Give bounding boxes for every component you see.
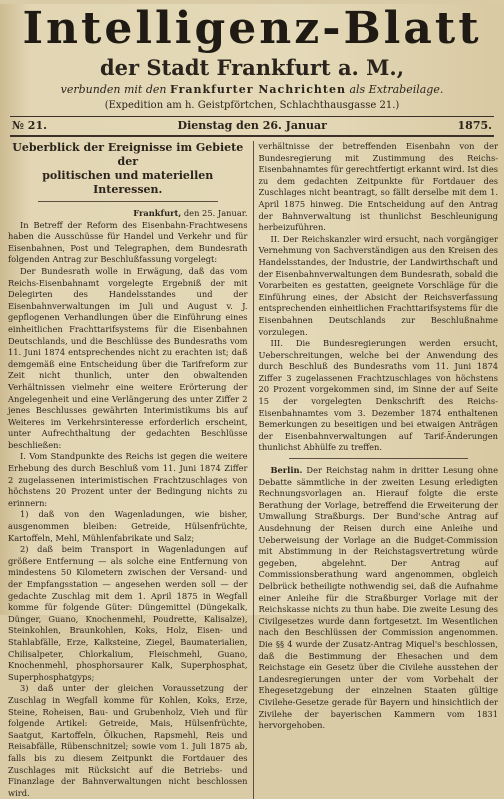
article-headline bbox=[8, 141, 248, 197]
expedition-line: (Expedition am h. Geistpförtchen, Schlachthausgasse 21.) bbox=[104, 100, 400, 111]
place-name: Frankfurt, bbox=[133, 208, 182, 218]
with-text: verbunden mit den bbox=[60, 83, 167, 96]
paragraph: III. Die Bundesregierungen werden ersucht, Ueberschreitungen, welche bei der Anwendung des durch Beschluß des Bundesraths vom 11. Juni 1874 Ziffer 3 zugelassenen Frachtzuschlages von höchstens 20 Prozent vorgekommen sind, im Sinne der auf Seite 15 der vorgelegten Denkschrift des Reichs-Eisenbahnamtes vom 3. Dezember 1874 enthaltenen Bemerkungen zu beseitigen und bei etwaigen Anträgen der Eisenbahnverwaltungen auf Tarif-Änderungen thunlichst Abhülfe zu treffen. bbox=[258, 338, 498, 453]
section-separator bbox=[289, 458, 469, 459]
paragraph: 2) daß beim Transport in Wagenladungen auf größere Entfernung — als solche eine Entfernung von mindestens 50 Kilometern zwischen der Versand- und der Empfangsstation — angesehen werden soll — der gedachte Zuschlag mit dem 1. April 1875 in Wegfall komme für folgende Güter: Düngemittel (Düngekalk, Dünger, Guano, Knochenmehl, Poudrette, Kalisalze), Steinkohlen, Braunkohlen, Koks, Holz, Eisen- und Stahlabfälle, Erze, Kalksteine, Ziegel, Baumaterialien, Chilisalpeter, Chlorkalium, Fleischmehl, Guano, Knochenmehl, phosphorsaurer Kalk, Superphosphat, Superphosphatgyps; bbox=[8, 544, 248, 682]
berlin-paragraph bbox=[259, 465, 499, 732]
supplement-text: als Extrabeilage. bbox=[349, 83, 444, 96]
masthead bbox=[0, 4, 504, 113]
paper-subtitle: der Stadt Frankfurt a. M., bbox=[99, 55, 405, 80]
issue-date: Dienstag den 26. Januar bbox=[177, 119, 327, 132]
paragraph: 3) daß unter der gleichen Voraussetzung der Zuschlag in Wegfall komme für Kohlen, Koks, Erze, Steine, Roheisen, Bau- und Grubenholz, Vieh und für folgende Artikel: Getreide, Mais, Hülsenfrüchte, Saatgut, Kartoffeln, Ölkuchen, Rapsmehl, Reis und Reisabfälle, Rübenschnitzel; sowie vom 1. Juli 1875 ab, falls bis zu diesem Zeitpunkt die Fortdauer des Zuschlages mit Rücksicht auf die Betriebs- und Finanzlage der Bahnverwaltungen nicht beschlossen wird. bbox=[8, 683, 248, 798]
place-date: den 25. Januar. bbox=[183, 208, 248, 218]
article-columns bbox=[0, 137, 504, 799]
paragraph-text: Der Reichstag nahm in dritter Lesung ohne Debatte sämmtliche in der zweiten Lesung erledigten Rechnungsvorlagen an. Hierauf folgte die erste Berathung der Vorlage, betreffend die Erweiterung der Umwallung Straßburgs. Der Bund'sche Antrag auf Ausdehnung der Reisen durch eine Anleihe und Ueberweisung der Vorlage an die Budget-Commission mit Abstimmung in der Reichstagsvertretung würde gegeben, abgelehnt. Der Antrag auf Commissionsberathung ward angenommen, obgleich Delbrück betheiligte nothwendig sei, daß die Aufnahme einer Anleihe für die Straßburger Vorlage mit der Reichskasse nichts zu thun habe. Die zweite Lesung des Civilgesetzes wurde dann fortgesetzt. Im Wesentlichen nach den Beschlüssen der Commission angenommen. Die §§ 4 wurde der Zusatz-Antrag Miquel's beschlossen, daß die Bestimmung der Ehesachen und dem Reichstage ein Gesetz über die Civilehe ausstehen der Landesregierungen unter der vom Vorbehalt der Ehegesetzgebung der einzelnen Staaten gültige Civilehe-Gesetze gerade für Bayern und hinsichtlich der Zivilehe der bayerischen Kammern vom 1831 hervorgehoben. bbox=[258, 465, 498, 731]
issue-number: № 21. bbox=[12, 119, 47, 132]
affiliation-line bbox=[0, 82, 504, 97]
place-name: Berlin. bbox=[270, 465, 303, 476]
dateline bbox=[0, 117, 504, 135]
newspaper-page bbox=[0, 3, 504, 798]
headline-separator bbox=[38, 201, 218, 202]
paragraph: Der Bundesrath wolle in Erwägung, daß das vom Reichs-Eisenbahnamt vorgelegte Ergebniß der mit Delegirten des Handelsstandes und der Eisenbahnverwaltungen im Juli und August v. J. gepflogenen Verhandlungen über die Einführung eines einheitlichen Frachttarifsystems für die Eisenbahnen Deutschlands, und die Beschlüsse des Bundesraths vom 11. Juni 1874 entsprechendes nicht zu erachten ist; daß demgemäß eine Entscheidung über die Tarifreform zur Zeit nicht thunlich, unter den obwaltenden Verhältnissen vielmehr eine weitere Erörterung der Angelegenheit und eine Verlängerung des unter Ziffer 2 jenes Beschlusses gewährten Interimistikums bis auf Weiteres im Verkehrsinteresse erforderlich erscheint, unter Aufrechthaltung der gedachten Beschlüsse beschließen: bbox=[8, 265, 248, 450]
affiliated-paper-name: Frankfurter Nachrichten bbox=[169, 83, 346, 96]
issue-year: 1875. bbox=[457, 119, 492, 132]
right-column bbox=[254, 141, 499, 799]
paragraph: verhältnisse der betreffenden Eisenbahn von der Bundesregierung mit Zustimmung des Reichs-Eisenbahnamtes für gerechtfertigt erkannt wird. Ist dies zu dem gedachten Zeitpunkte für Fortdauer des Zuschlages nicht beantragt, so fällt derselbe mit dem 1. April 1875 hinweg. Die Entscheidung auf den Antrag der Bahnverwaltung ist thunlichst Beschleunigung herbeizuführen. bbox=[258, 141, 498, 233]
paragraph: II. Der Reichskanzler wird ersucht, nach vorgängiger Vernehmung von Sachverständigen aus den Kreisen des Handelsstandes, der Industrie, der Landwirthschaft und der Eisenbahnverwaltungen dem Bundesrath, sobald die Vorarbeiten es gestatten, geeignete Vorschläge für die Einführung eines, der Absicht der Reichsverfassung entsprechenden einheitlichen Frachttarifsystems für die Eisenbahnen Deutschlands zur Beschlußnahme vorzulegen. bbox=[258, 233, 498, 337]
left-column bbox=[8, 141, 254, 799]
paragraph: In Betreff der Reform des Eisenbahn-Frachtwesens haben die Ausschüsse für Handel und Verkehr und für Eisenbahnen, Post und Telegraphen, dem Bundesrath folgenden Antrag zur Beschlußfassung vorgelegt: bbox=[8, 219, 248, 265]
headline-line-2: politischen und materiellen Interessen. bbox=[42, 169, 214, 196]
paragraph: 1) daß von den Wagenladungen, wie bisher, ausgenommen bleiben: Getreide, Hülsenfrüchte, Kartoffeln, Mehl, Mühlenfabrikate und Salz; bbox=[8, 509, 248, 543]
headline-line-1: Ueberblick der Ereignisse im Gebiete der bbox=[12, 141, 244, 168]
dateline-frankfurt bbox=[8, 208, 248, 220]
paper-title: Intelligenz-Blatt bbox=[22, 3, 482, 54]
paragraph: I. Vom Standpunkte des Reichs ist gegen die weitere Erhebung des durch Beschluß vom 11. Juni 1874 Ziffer 2 zugelassenen interimistischen Frachtzuschlages von höchstens 20 Prozent unter der Bedingung nichts zu erinnern: bbox=[8, 451, 248, 508]
